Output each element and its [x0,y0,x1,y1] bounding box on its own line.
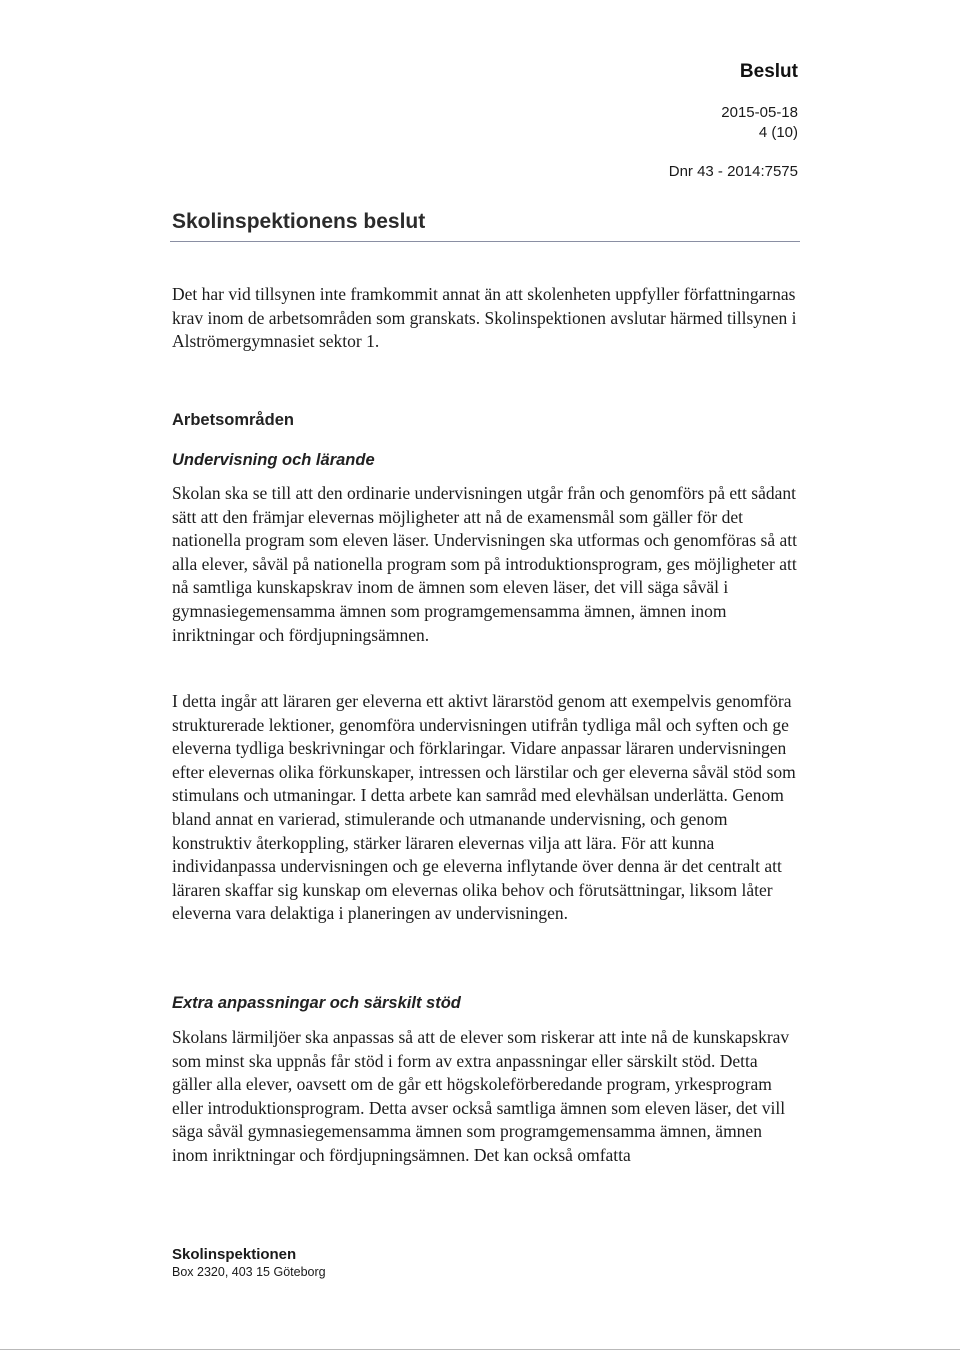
support-paragraph: Skolans lärmiljöer ska anpassas så att de elever som riskerar att inte nå de kunskapskrav som minst ska uppnås får stöd i form av extra anpassningar eller särskilt stöd. Detta gäller alla elever, oavsett om de går ett högskoleförberedande program, yrkesprogram eller introduktionsprogram. Detta avser också samtliga ämnen som eleven läser, det vill säga såväl gymnasiegemensamma ämnen som programgemensamma ämnen, ämnen inom inriktningar och fördjupningsämnen. Det kan också omfatta [172,1027,790,1165]
scan-edge-line [0,1349,960,1350]
teaching-paragraph-1: Skolan ska se till att den ordinarie undervisningen utgår från och genomförs på ett sådant sätt att den främjar elevernas möjligheter att nå de examensmål som gäller för det nationella program som eleven läser. Undervisningen ska utformas och genomföras så att alla elever, såväl på nationella program som på introduktionsprogram, ges möjligheter att nå samtliga kunskapskrav inom de ämnen som eleven läser, det vill säga såväl i gymnasiegemensamma ämnen som programgemensamma ämnen, ämnen inom inriktningar och fördjupningsämnen. [172,483,797,645]
section-title: Skolinspektionens beslut [172,210,426,233]
registration-number: Dnr 43 - 2014:7575 [668,163,798,180]
footer-organization: Skolinspektionen [172,1246,297,1263]
page-footer [172,1245,326,1281]
intro-paragraph: Det har vid tillsynen inte framkommit annat än att skolenheten uppfyller författningarnas krav inom de arbetsområden som granskats. Skolinspektionen avslutar härmed tillsynen i Alströmergymnasiet sektor 1. [172,284,797,352]
document-date: 2015-05-18 [721,104,798,121]
page-number: 4 (10) [758,124,798,141]
document-type: Beslut [739,61,798,82]
footer-address: Box 2320, 403 15 Göteborg [172,1265,326,1279]
teaching-paragraph-2: I detta ingår att läraren ger eleverna ett aktivt lärarstöd genom att exempelvis genomföra strukturerade lektioner, genomföra undervisningen utifrån tydliga mål och syften och ge eleverna tydliga beskrivningar och förklaringar. Vidare anpassar läraren undervisningen efter elevernas olika förkunskaper, intressen och lärstilar och ger eleverna såväl stöd som stimulans och utmaningar. I detta arbete kan samråd med elevhälsan underlätta. Genom bland annat en varierad, stimulerande och utmanande undervisning, och genom konstruktiv återkoppling, stärker läraren elevernas vilja att lära. För att kunna individanpassa undervisningen och ge eleverna inflytande över denna är det centralt att läraren skaffar sig kunskap om elevernas olika behov och förutsättningar, liksom låter eleverna vara delaktiga i planeringen av undervisningen. [172,691,796,924]
areas-heading: Arbetsområden [172,411,294,429]
title-divider [170,241,800,242]
support-heading: Extra anpassningar och särskilt stöd [172,994,461,1012]
teaching-heading: Undervisning och lärande [172,451,375,469]
document-header [669,60,798,182]
